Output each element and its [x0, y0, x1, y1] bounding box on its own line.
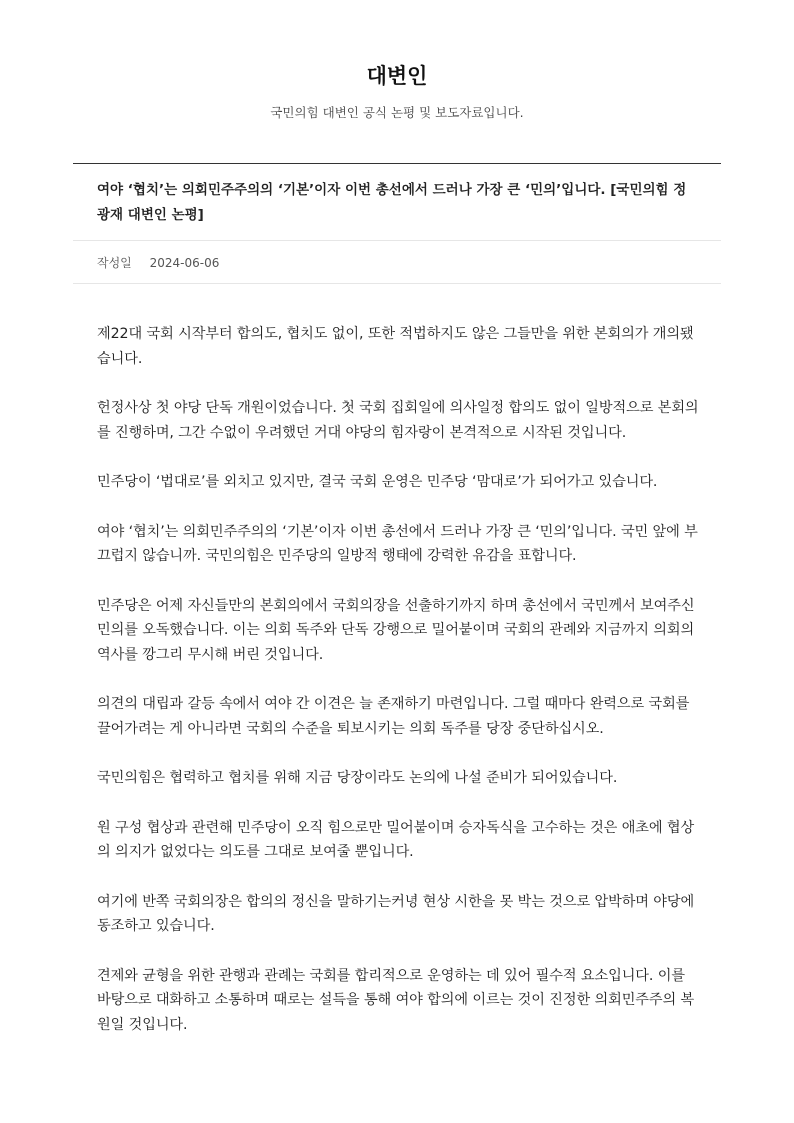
- meta-divider-top: [73, 240, 721, 241]
- post-body: [97, 322, 701, 1062]
- body-paragraph: 견제와 균형을 위한 관행과 관례는 국회를 합리적으로 운영하는 데 있어 필수적 요소입니다. 이를 바탕으로 대화하고 소통하며 때로는 설득을 통해 여야 합의에 이르는 것이 진정한 의회민주주의 복원일 것입니다.: [97, 967, 695, 1033]
- body-paragraph: 여기에 반쪽 국회의장은 합의의 정신을 말하기는커녕 현상 시한을 못 박는 것으로 압박하며 야당에 동조하고 있습니다.: [97, 893, 695, 934]
- post-meta: [97, 254, 219, 271]
- header-divider: [73, 163, 721, 164]
- body-paragraph: 헌정사상 첫 야당 단독 개원이었습니다. 첫 국회 집회일에 의사일정 합의도 없이 일방적으로 본회의를 진행하며, 그간 수없이 우려했던 거대 야당의 힘자랑이 본격적으로 시작된 것입니다.: [97, 400, 699, 441]
- post-title: 여야 ‘협치’는 의회민주주의의 ‘기본’이자 이번 총선에서 드러나 가장 큰 ‘민의’입니다. [국민의힘 정광재 대변인 논평]: [97, 182, 687, 223]
- body-paragraph: 민주당이 ‘법대로’를 외치고 있지만, 결국 국회 운영은 민주당 ‘맘대로’가 되어가고 있습니다.: [97, 474, 658, 490]
- body-paragraph: 국민의힘은 협력하고 협치를 위해 지금 당장이라도 논의에 나설 준비가 되어있습니다.: [97, 770, 618, 786]
- body-paragraph: 제22대 국회 시작부터 합의도, 협치도 없이, 또한 적법하지도 않은 그들만을 위한 본회의가 개의됐습니다.: [97, 326, 694, 367]
- body-paragraph: 민주당은 어제 자신들만의 본회의에서 국회의장을 선출하기까지 하며 총선에서 국민께서 보여주신 민의를 오독했습니다. 이는 의회 독주와 단독 강행으로 밀어붙이며 국회의 관례와 지금까지 의회의 역사를 깡그리 무시해 버린 것입니다.: [97, 597, 695, 663]
- post-date: 2024-06-06: [149, 256, 220, 270]
- site-description: 국민의힘 대변인 공식 논평 및 보도자료입니다.: [270, 105, 524, 120]
- date-label: 작성일: [97, 256, 132, 270]
- meta-divider-bottom: [73, 283, 721, 284]
- body-paragraph: 여야 ‘협치’는 의회민주주의의 ‘기본’이자 이번 총선에서 드러나 가장 큰 ‘민의’입니다. 국민 앞에 부끄럽지 않습니까. 국민의힘은 민주당의 일방적 행태에 강력한 유감을 표합니다.: [97, 523, 698, 564]
- body-paragraph: 원 구성 협상과 관련해 민주당이 오직 힘으로만 밀어붙이며 승자독식을 고수하는 것은 애초에 협상의 의지가 없었다는 의도를 그대로 보여줄 뿐입니다.: [97, 819, 695, 860]
- site-title[interactable]: 대변인: [366, 64, 428, 88]
- body-paragraph: 의견의 대립과 갈등 속에서 여야 간 이견은 늘 존재하기 마련입니다. 그럴 때마다 완력으로 국회를 끌어가려는 게 아니라면 국회의 수준을 퇴보시키는 의회 독주를 당장 중단하십시오.: [97, 696, 690, 737]
